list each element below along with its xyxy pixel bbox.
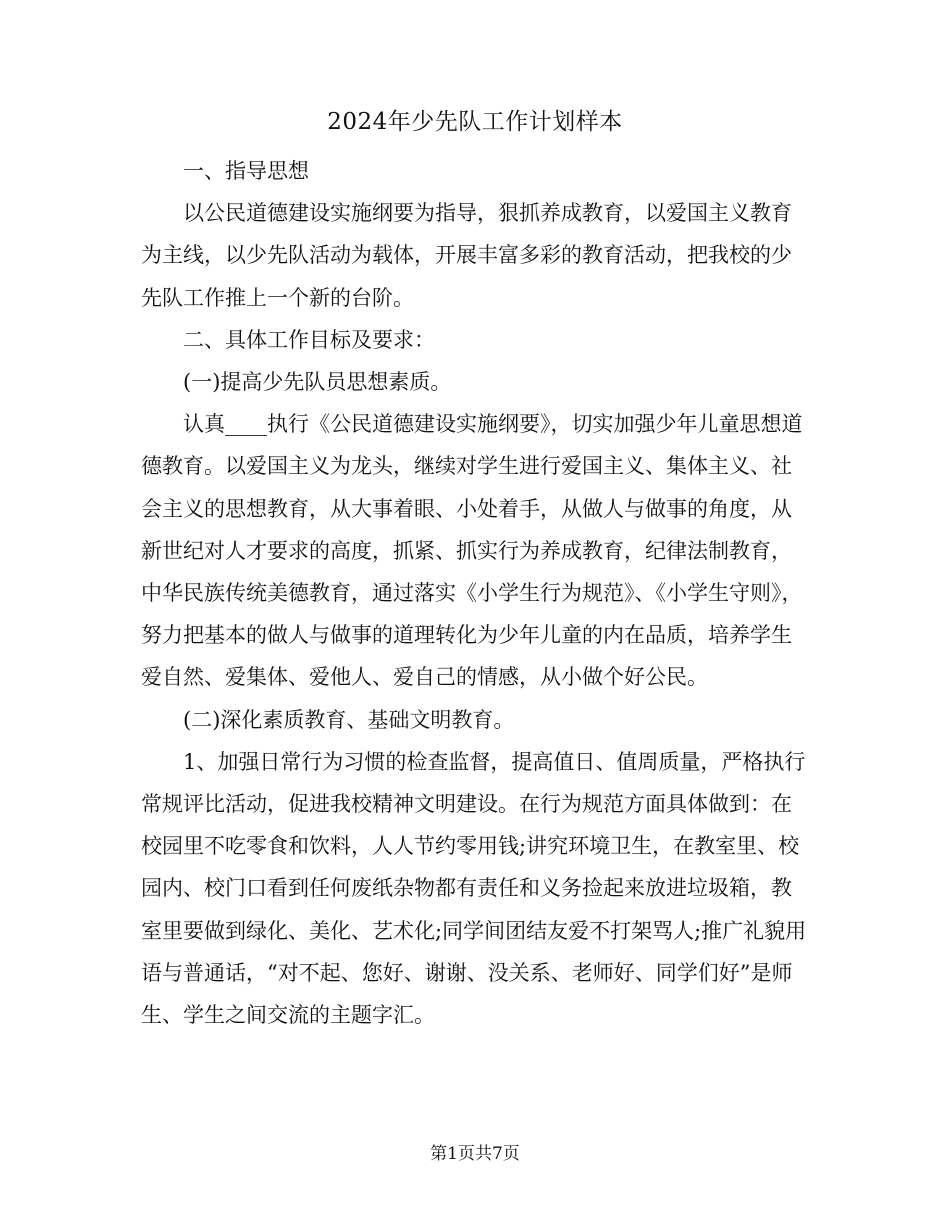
page-number-footer: 第1页共7页	[430, 1144, 520, 1164]
heading-work-goals: 二、具体工作目标及要求：	[183, 327, 435, 352]
subheading-ideological-quality: (一)提高少先队员思想素质。	[183, 370, 452, 395]
document-body	[141, 150, 809, 1036]
document-title: 2024年少先队工作计划样本	[327, 109, 623, 135]
paragraph-daily-behavior: 1、加强日常行为习惯的检查监督，提高值日、值周质量，严格执行常规评比活动，促进我校精神文明建设。在行为规范方面具体做到：在校园里不吃零食和饮料，人人节约零用钱;讲究环境卫生，在教室里、校园内、校门口看到任何废纸杂物都有责任和义务捡起来放进垃圾箱，教室里要做到绿化、美化、艺术化;同学间团结友爱不打架骂人;推广礼貌用语与普通话，“对不起、您好、谢谢、没关系、老师好、同学们好”是师生、学生之间交流的主题字汇。	[141, 749, 807, 1028]
subheading-quality-education: (二)深化素质教育、基础文明教育。	[183, 707, 515, 732]
paragraph-ideological-quality: 认真____执行《公民道德建设实施纲要》，切实加强少年儿童思想道德教育。以爱国主义为龙头，继续对学生进行爱国主义、集体主义、社会主义的思想教育，从大事着眼、小处着手，从做人与做事的角度，从新世纪对人才要求的高度，抓紧、抓实行为养成教育，纪律法制教育，中华民族传统美德教育，通过落实《小学生行为规范》、《小学生守则》，努力把基本的做人与做事的道理转化为少年儿童的内在品质，培养学生爱自然、爱集体、爱他人、爱自己的情感，从小做个好公民。	[141, 412, 803, 690]
heading-guiding-thought: 一、指导思想	[183, 159, 309, 183]
paragraph-guiding-thought: 以公民道德建设实施纲要为指导，狠抓养成教育，以爱国主义教育为主线，以少先队活动为载体，开展丰富多彩的教育活动，把我校的少先队工作推上一个新的台阶。	[141, 201, 792, 310]
